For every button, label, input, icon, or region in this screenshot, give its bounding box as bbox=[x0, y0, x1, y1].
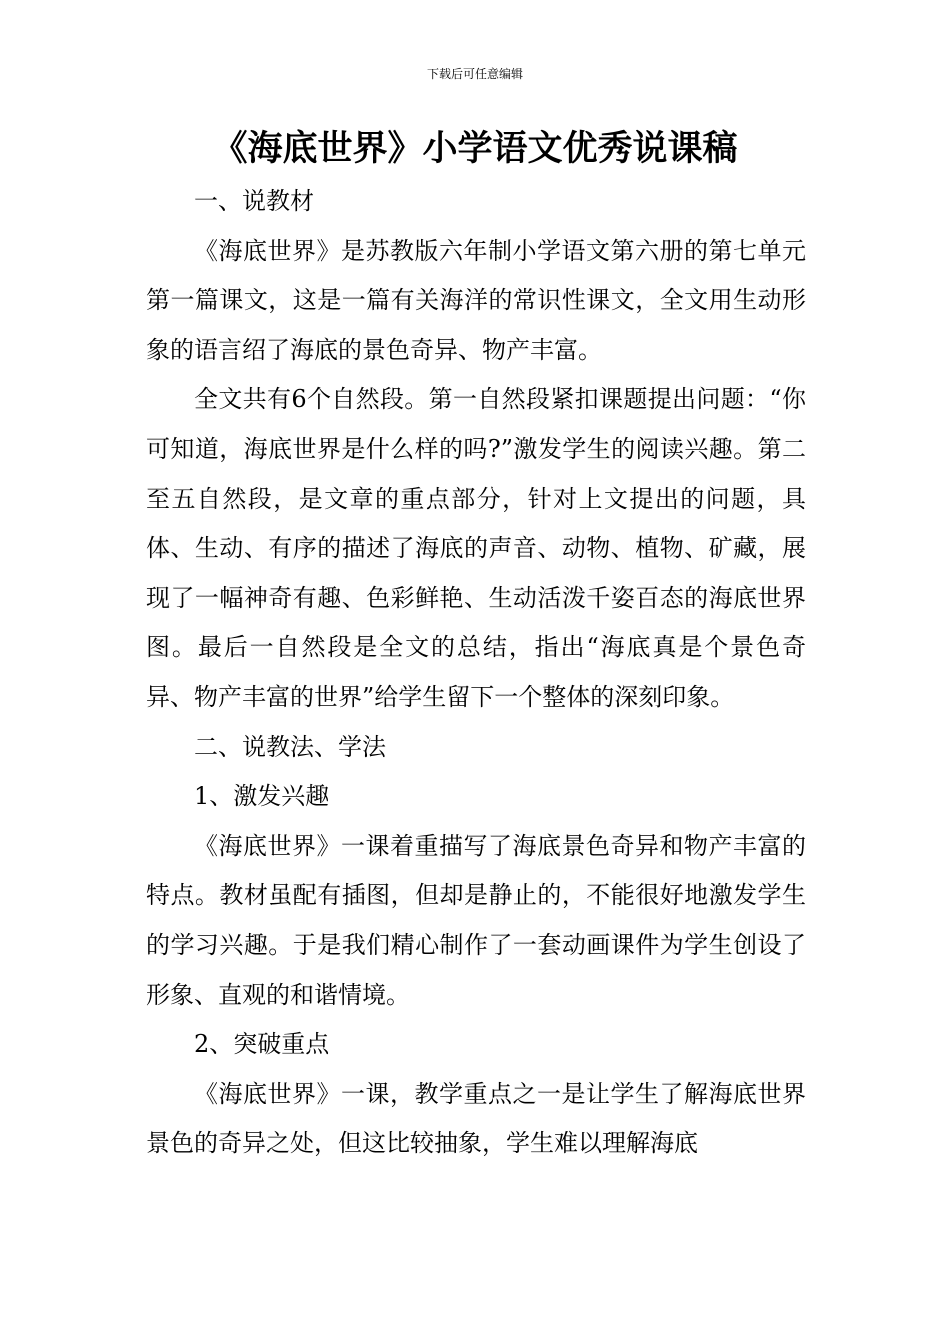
section-heading-methods: 二、说教法、学法 bbox=[194, 732, 386, 761]
subheading-interest: 1、激发兴趣 bbox=[194, 782, 330, 811]
subheading-key-points: 2、突破重点 bbox=[194, 1030, 330, 1059]
paragraph-textbook-structure: 全文共有6个自然段。第一自然段紧扣课题提出问题：“你可知道，海底世界是什么样的吗?”激发学生的阅读兴趣。第二至五自然段，是文章的重点部分，针对上文提出的问题，具体、生动、有序的描述了海底的声音、动物、植物、矿藏，展现了一幅神奇有趣、色彩鲜艳、生动活泼千姿百态的海底世界图。最后一自然段是全文的总结，指出“海底真是个景色奇异、物产丰富的世界”给学生留下一个整体的深刻印象。 bbox=[146, 385, 806, 711]
document-title: 《海底世界》小学语文优秀说课稿 bbox=[212, 129, 738, 169]
document-body bbox=[146, 177, 806, 1169]
header-note: 下载后可任意编辑 bbox=[426, 67, 523, 81]
section-heading-textbook: 一、说教材 bbox=[194, 187, 314, 215]
paragraph-interest: 《海底世界》一课着重描写了海底景色奇异和物产丰富的特点。教材虽配有插图，但却是静止的，不能很好地激发学生的学习兴趣。于是我们精心制作了一套动画课件为学生创设了形象、直观的和谐情境。 bbox=[146, 831, 806, 1009]
paragraph-textbook-intro: 《海底世界》是苏教版六年制小学语文第六册的第七单元第一篇课文，这是一篇有关海洋的常识性课文，全文用生动形象的语言绍了海底的景色奇异、物产丰富。 bbox=[146, 236, 806, 364]
paragraph-key-points: 《海底世界》一课，教学重点之一是让学生了解海底世界景色的奇异之处，但这比较抽象，学生难以理解海底 bbox=[146, 1079, 806, 1158]
